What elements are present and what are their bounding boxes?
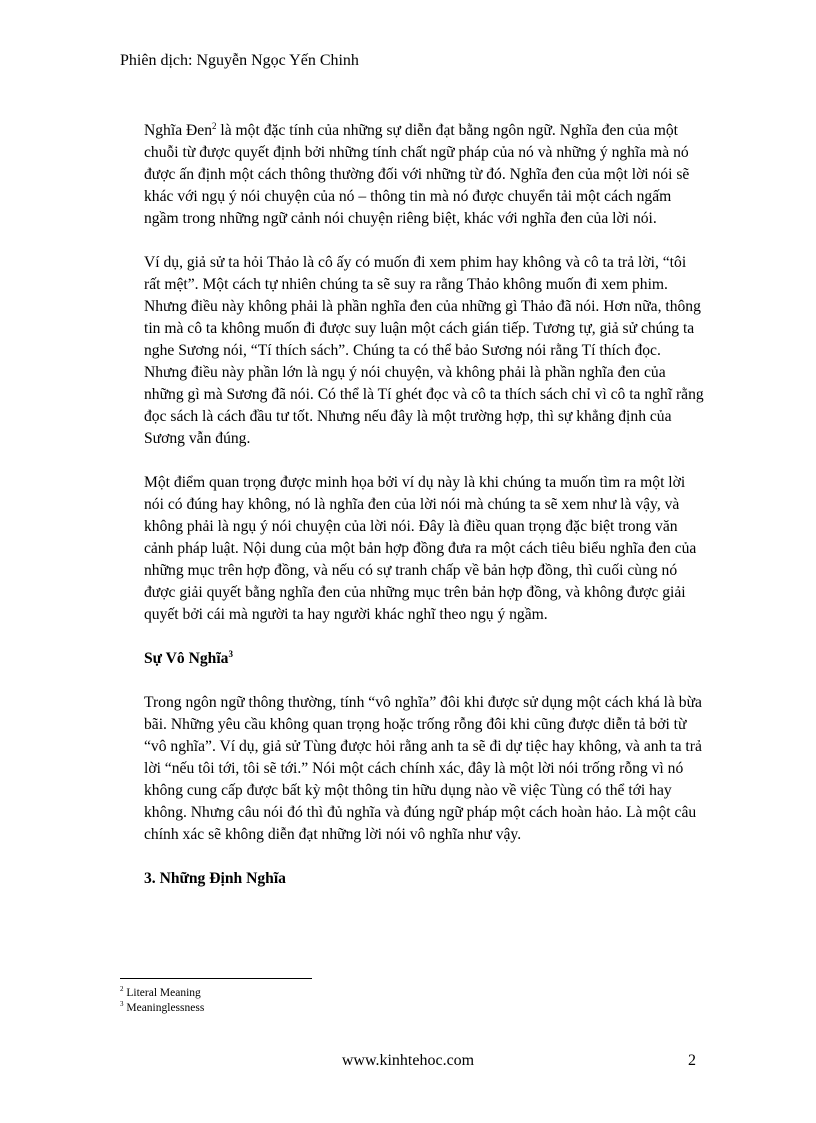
footnote-ref-3[interactable]: 3 — [228, 648, 233, 659]
page-header-translator: Phiên dịch: Nguyễn Ngọc Yến Chinh — [120, 52, 359, 69]
footnotes — [120, 986, 204, 1016]
paragraph-legal-context: Một điểm quan trọng được minh họa bởi ví dụ này là khi chúng ta muốn tìm ra một lời nói có đúng hay không, nó là nghĩa đen của lời nói mà chúng ta sẽ xem như là vậy, và không phải là ngụ ý nói chuyện của lời nói. Đây là điều quan trọng đặc biệt trong văn cảnh pháp luật. Nội dung của một bản hợp đồng đưa ra một cách tiêu biểu nghĩa đen của những mục trên hợp đồng, và nếu có sự tranh chấp về bản hợp đồng, thì cuối cùng nó được giải quyết bằng nghĩa đen của những mục trên bản hợp đồng, và không được giải quyết bởi cái mà người ta hay người khác nghĩ theo ngụ ý ngầm. — [144, 474, 697, 623]
section-heading-meaninglessness: Sự Vô Nghĩa$^3$ — [144, 648, 233, 667]
section-heading-definitions: 3. Những Định Nghĩa — [144, 870, 286, 887]
term-literal-meaning: Nghĩa Đen — [144, 122, 212, 139]
paragraph-literal-meaning — [144, 120, 704, 230]
footnote-ref-2[interactable]: 2 — [212, 120, 217, 131]
main-content — [144, 120, 704, 912]
page-number: 2 — [688, 1052, 696, 1069]
paragraph-text: là một đặc tính của những sự diễn đạt bằng ngôn ngữ. Nghĩa đen của một chuỗi từ được quyết định bởi những tính chất ngữ pháp của nó và những ý nghĩa mà nó được ấn định một cách thông thường đối với những từ đó. Nghĩa đen của một lời nói sẽ khác với ngụ ý nói chuyện của nó – thông tin mà nó được chuyển tải một cách ngấm ngầm trong những ngữ cảnh nói chuyện riêng biệt, khác với nghĩa đen của lời nói. — [144, 122, 690, 227]
footnote-item: $^3$ Meaninglessness — [120, 1000, 205, 1014]
paragraph-meaninglessness: Trong ngôn ngữ thông thường, tính “vô nghĩa” đôi khi được sử dụng một cách khá là bừa bãi. Những yêu cầu không quan trọng hoặc trống rỗng đôi khi cũng được diễn tả bởi từ “vô nghĩa”. Ví dụ, giả sử Tùng được hỏi rằng anh ta sẽ đi dự tiệc hay không, và anh ta trả lời “nếu tôi tới, tôi sẽ tới.” Nói một cách chính xác, đây là một lời nói trống rỗng vì nó không cung cấp được bất kỳ một thông tin hữu dụng nào về việc Tùng có thể tới hay không. Nhưng câu nói đó thì đủ nghĩa và đúng ngữ pháp một cách hoàn hảo. Là một câu chính xác sẽ không diễn đạt những lời nói vô nghĩa như vậy. — [144, 694, 702, 843]
footer-website: www.kinhtehoc.com — [341, 1052, 475, 1069]
paragraph-example-thao: Ví dụ, giả sử ta hỏi Thảo là cô ấy có muốn đi xem phim hay không và cô ta trả lời, “tôi rất mệt”. Một cách tự nhiên chúng ta sẽ suy ra rằng Thảo không muốn đi xem phim. Nhưng điều này không phải là phần nghĩa đen của những gì Thảo đã nói. Hơn nữa, thông tin mà cô ta không muốn đi được suy luận một cách gián tiếp. Tương tự, giả sử chúng ta nghe Sương nói, “Tí thích sách”. Chúng ta có thể bảo Sương nói rằng Tí thích đọc. Nhưng điều này phần lớn là ngụ ý nói chuyện, và không phải là phần nghĩa đen của những gì mà Sương đã nói. Có thể là Tí ghét đọc và cô ta thích sách chỉ vì cô ta nghĩ rằng đọc sách là cách đầu tư tốt. Nhưng nếu đây là một trường hợp, thì sự khẳng định của Sương vẫn đúng. — [144, 254, 704, 447]
footnote-item: $^2$ Literal Meaning — [120, 985, 201, 999]
footnote-divider — [120, 978, 312, 979]
